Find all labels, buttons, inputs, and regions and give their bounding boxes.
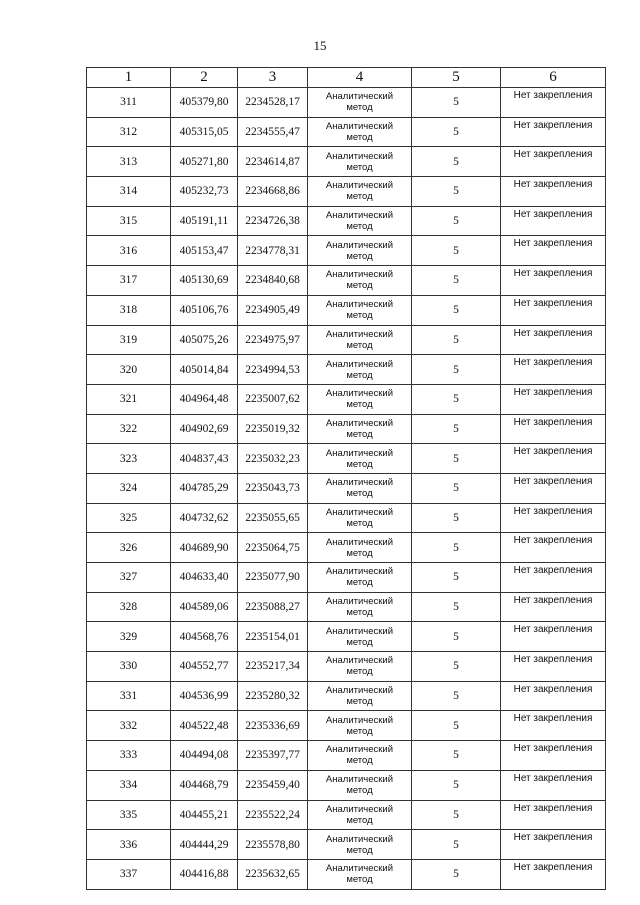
fixing-cell: Нет закрепления	[501, 711, 606, 741]
table-row	[87, 147, 606, 177]
fixing-cell: Нет закрепления	[501, 533, 606, 563]
method-line-2: метод	[346, 161, 373, 173]
method-line-1: Аналитический	[325, 417, 394, 429]
method-cell	[308, 800, 412, 830]
method-line-1: Аналитический	[325, 803, 394, 815]
fixing-cell: Нет закрепления	[501, 384, 606, 414]
accuracy-cell: 5	[412, 830, 501, 860]
x-coordinate-cell: 404689,90	[171, 533, 238, 563]
y-coordinate-cell: 2235055,65	[238, 503, 308, 533]
x-coordinate-cell: 404494,08	[171, 741, 238, 771]
method-line-1: Аналитический	[325, 180, 394, 192]
point-number-cell: 318	[87, 295, 171, 325]
accuracy-cell: 5	[412, 295, 501, 325]
fixing-cell: Нет закрепления	[501, 859, 606, 889]
table-row	[87, 473, 606, 503]
y-coordinate-cell: 2235032,23	[238, 444, 308, 474]
table-row	[87, 355, 606, 385]
y-coordinate-cell: 2235077,90	[238, 563, 308, 593]
y-coordinate-cell: 2234614,87	[238, 147, 308, 177]
method-cell	[308, 295, 412, 325]
table-row	[87, 741, 606, 771]
accuracy-cell: 5	[412, 770, 501, 800]
y-coordinate-cell: 2235154,01	[238, 622, 308, 652]
y-coordinate-cell: 2235088,27	[238, 592, 308, 622]
y-coordinate-cell: 2235217,34	[238, 652, 308, 682]
accuracy-cell: 5	[412, 444, 501, 474]
point-number-cell: 334	[87, 770, 171, 800]
y-coordinate-cell: 2235397,77	[238, 741, 308, 771]
point-number-cell: 326	[87, 533, 171, 563]
y-coordinate-cell: 2234905,49	[238, 295, 308, 325]
fixing-cell: Нет закрепления	[501, 355, 606, 385]
y-coordinate-cell: 2235578,80	[238, 830, 308, 860]
fixing-cell: Нет закрепления	[501, 295, 606, 325]
x-coordinate-cell: 405014,84	[171, 355, 238, 385]
table-row	[87, 206, 606, 236]
table-row	[87, 325, 606, 355]
accuracy-cell: 5	[412, 533, 501, 563]
table-row	[87, 88, 606, 118]
method-cell	[308, 266, 412, 296]
table-row	[87, 295, 606, 325]
fixing-cell: Нет закрепления	[501, 414, 606, 444]
table-row	[87, 266, 606, 296]
method-line-1: Аналитический	[325, 536, 394, 548]
method-line-2: метод	[346, 132, 373, 144]
point-number-cell: 330	[87, 652, 171, 682]
y-coordinate-cell: 2234668,86	[238, 177, 308, 207]
x-coordinate-cell: 404536,99	[171, 681, 238, 711]
method-cell	[308, 206, 412, 236]
fixing-cell: Нет закрепления	[501, 473, 606, 503]
method-cell	[308, 622, 412, 652]
fixing-cell: Нет закрепления	[501, 830, 606, 860]
x-coordinate-cell: 404633,40	[171, 563, 238, 593]
method-cell	[308, 473, 412, 503]
table-row	[87, 117, 606, 147]
method-cell	[308, 236, 412, 266]
point-number-cell: 337	[87, 859, 171, 889]
method-line-2: метод	[346, 785, 373, 797]
point-number-cell: 317	[87, 266, 171, 296]
x-coordinate-cell: 404444,29	[171, 830, 238, 860]
method-cell	[308, 830, 412, 860]
fixing-cell: Нет закрепления	[501, 563, 606, 593]
x-coordinate-cell: 404522,48	[171, 711, 238, 741]
table-row	[87, 800, 606, 830]
accuracy-cell: 5	[412, 117, 501, 147]
method-line-2: метод	[346, 844, 373, 856]
method-cell	[308, 770, 412, 800]
method-line-1: Аналитический	[325, 150, 394, 162]
point-number-cell: 312	[87, 117, 171, 147]
accuracy-cell: 5	[412, 177, 501, 207]
x-coordinate-cell: 405153,47	[171, 236, 238, 266]
fixing-cell: Нет закрепления	[501, 206, 606, 236]
accuracy-cell: 5	[412, 206, 501, 236]
accuracy-cell: 5	[412, 503, 501, 533]
method-line-2: метод	[346, 755, 373, 767]
method-cell	[308, 533, 412, 563]
table-row	[87, 652, 606, 682]
method-cell	[308, 355, 412, 385]
method-cell	[308, 503, 412, 533]
accuracy-cell: 5	[412, 592, 501, 622]
y-coordinate-cell: 2234994,53	[238, 355, 308, 385]
accuracy-cell: 5	[412, 414, 501, 444]
fixing-cell: Нет закрепления	[501, 770, 606, 800]
method-cell	[308, 711, 412, 741]
method-line-2: метод	[346, 725, 373, 737]
method-line-2: метод	[346, 339, 373, 351]
accuracy-cell: 5	[412, 384, 501, 414]
method-line-2: метод	[346, 102, 373, 114]
x-coordinate-cell: 405191,11	[171, 206, 238, 236]
method-line-1: Аналитический	[325, 239, 394, 251]
x-coordinate-cell: 405130,69	[171, 266, 238, 296]
x-coordinate-cell: 404455,21	[171, 800, 238, 830]
fixing-cell: Нет закрепления	[501, 266, 606, 296]
table-row	[87, 592, 606, 622]
point-number-cell: 336	[87, 830, 171, 860]
method-line-2: метод	[346, 517, 373, 529]
table-row	[87, 533, 606, 563]
point-number-cell: 325	[87, 503, 171, 533]
method-line-2: метод	[346, 636, 373, 648]
fixing-cell: Нет закрепления	[501, 800, 606, 830]
point-number-cell: 328	[87, 592, 171, 622]
coordinates-table	[86, 67, 606, 890]
accuracy-cell: 5	[412, 711, 501, 741]
method-line-2: метод	[346, 458, 373, 470]
y-coordinate-cell: 2235336,69	[238, 711, 308, 741]
fixing-cell: Нет закрепления	[501, 147, 606, 177]
y-coordinate-cell: 2234840,68	[238, 266, 308, 296]
table-row	[87, 563, 606, 593]
accuracy-cell: 5	[412, 800, 501, 830]
y-coordinate-cell: 2235459,40	[238, 770, 308, 800]
x-coordinate-cell: 404416,88	[171, 859, 238, 889]
point-number-cell: 314	[87, 177, 171, 207]
method-line-1: Аналитический	[325, 210, 394, 222]
x-coordinate-cell: 405106,76	[171, 295, 238, 325]
x-coordinate-cell: 405315,05	[171, 117, 238, 147]
fixing-cell: Нет закрепления	[501, 177, 606, 207]
point-number-cell: 322	[87, 414, 171, 444]
method-line-1: Аналитический	[325, 714, 394, 726]
method-cell	[308, 741, 412, 771]
x-coordinate-cell: 404964,48	[171, 384, 238, 414]
x-coordinate-cell: 405232,73	[171, 177, 238, 207]
y-coordinate-cell: 2234528,17	[238, 88, 308, 118]
method-line-1: Аналитический	[325, 328, 394, 340]
accuracy-cell: 5	[412, 147, 501, 177]
method-line-1: Аналитический	[325, 685, 394, 697]
method-cell	[308, 681, 412, 711]
method-cell	[308, 384, 412, 414]
accuracy-cell: 5	[412, 325, 501, 355]
table-row	[87, 770, 606, 800]
y-coordinate-cell: 2234975,97	[238, 325, 308, 355]
method-cell	[308, 147, 412, 177]
accuracy-cell: 5	[412, 652, 501, 682]
method-line-1: Аналитический	[325, 655, 394, 667]
method-cell	[308, 325, 412, 355]
table-row	[87, 622, 606, 652]
method-line-1: Аналитический	[325, 506, 394, 518]
y-coordinate-cell: 2235007,62	[238, 384, 308, 414]
method-line-1: Аналитический	[325, 566, 394, 578]
x-coordinate-cell: 404568,76	[171, 622, 238, 652]
accuracy-cell: 5	[412, 88, 501, 118]
method-cell	[308, 859, 412, 889]
column-header: 2	[171, 68, 238, 88]
method-cell	[308, 563, 412, 593]
point-number-cell: 311	[87, 88, 171, 118]
y-coordinate-cell: 2234726,38	[238, 206, 308, 236]
accuracy-cell: 5	[412, 266, 501, 296]
table-row	[87, 444, 606, 474]
fixing-cell: Нет закрепления	[501, 622, 606, 652]
method-line-2: метод	[346, 250, 373, 262]
y-coordinate-cell: 2234555,47	[238, 117, 308, 147]
accuracy-cell: 5	[412, 859, 501, 889]
method-cell	[308, 177, 412, 207]
method-line-1: Аналитический	[325, 833, 394, 845]
page-number: 15	[313, 38, 327, 53]
fixing-cell: Нет закрепления	[501, 117, 606, 147]
x-coordinate-cell: 405271,80	[171, 147, 238, 177]
column-header: 5	[412, 68, 501, 88]
point-number-cell: 327	[87, 563, 171, 593]
accuracy-cell: 5	[412, 236, 501, 266]
method-line-2: метод	[346, 874, 373, 886]
x-coordinate-cell: 405075,26	[171, 325, 238, 355]
method-cell	[308, 88, 412, 118]
point-number-cell: 324	[87, 473, 171, 503]
x-coordinate-cell: 404468,79	[171, 770, 238, 800]
accuracy-cell: 5	[412, 741, 501, 771]
method-line-2: метод	[346, 428, 373, 440]
y-coordinate-cell: 2235522,24	[238, 800, 308, 830]
table-row	[87, 830, 606, 860]
y-coordinate-cell: 2235064,75	[238, 533, 308, 563]
point-number-cell: 320	[87, 355, 171, 385]
x-coordinate-cell: 404837,43	[171, 444, 238, 474]
point-number-cell: 329	[87, 622, 171, 652]
accuracy-cell: 5	[412, 473, 501, 503]
table-row	[87, 236, 606, 266]
method-line-1: Аналитический	[325, 121, 394, 133]
method-line-1: Аналитический	[325, 477, 394, 489]
x-coordinate-cell: 405379,80	[171, 88, 238, 118]
table-row	[87, 384, 606, 414]
method-line-1: Аналитический	[325, 774, 394, 786]
table-body	[87, 88, 606, 890]
method-line-2: метод	[346, 547, 373, 559]
method-line-2: метод	[346, 221, 373, 233]
y-coordinate-cell: 2235019,32	[238, 414, 308, 444]
y-coordinate-cell: 2235043,73	[238, 473, 308, 503]
method-line-1: Аналитический	[325, 269, 394, 281]
method-cell	[308, 444, 412, 474]
method-line-2: метод	[346, 696, 373, 708]
fixing-cell: Нет закрепления	[501, 325, 606, 355]
column-header: 6	[501, 68, 606, 88]
method-line-2: метод	[346, 310, 373, 322]
x-coordinate-cell: 404732,62	[171, 503, 238, 533]
accuracy-cell: 5	[412, 681, 501, 711]
point-number-cell: 332	[87, 711, 171, 741]
column-header: 3	[238, 68, 308, 88]
accuracy-cell: 5	[412, 355, 501, 385]
method-line-1: Аналитический	[325, 863, 394, 875]
method-line-1: Аналитический	[325, 358, 394, 370]
table-row	[87, 177, 606, 207]
point-number-cell: 316	[87, 236, 171, 266]
y-coordinate-cell: 2235632,65	[238, 859, 308, 889]
fixing-cell: Нет закрепления	[501, 88, 606, 118]
y-coordinate-cell: 2234778,31	[238, 236, 308, 266]
fixing-cell: Нет закрепления	[501, 652, 606, 682]
fixing-cell: Нет закрепления	[501, 681, 606, 711]
method-cell	[308, 592, 412, 622]
method-line-1: Аналитический	[325, 447, 394, 459]
accuracy-cell: 5	[412, 622, 501, 652]
x-coordinate-cell: 404785,29	[171, 473, 238, 503]
method-cell	[308, 652, 412, 682]
table-row	[87, 859, 606, 889]
method-line-2: метод	[346, 577, 373, 589]
point-number-cell: 331	[87, 681, 171, 711]
point-number-cell: 335	[87, 800, 171, 830]
method-line-1: Аналитический	[325, 596, 394, 608]
x-coordinate-cell: 404902,69	[171, 414, 238, 444]
method-line-1: Аналитический	[325, 91, 394, 103]
table-row	[87, 681, 606, 711]
point-number-cell: 313	[87, 147, 171, 177]
x-coordinate-cell: 404589,06	[171, 592, 238, 622]
method-line-2: метод	[346, 191, 373, 203]
column-header: 4	[308, 68, 412, 88]
method-line-2: метод	[346, 399, 373, 411]
table-row	[87, 711, 606, 741]
fixing-cell: Нет закрепления	[501, 503, 606, 533]
point-number-cell: 315	[87, 206, 171, 236]
fixing-cell: Нет закрепления	[501, 444, 606, 474]
y-coordinate-cell: 2235280,32	[238, 681, 308, 711]
point-number-cell: 319	[87, 325, 171, 355]
column-header: 1	[87, 68, 171, 88]
fixing-cell: Нет закрепления	[501, 741, 606, 771]
method-line-1: Аналитический	[325, 299, 394, 311]
table-row	[87, 503, 606, 533]
method-cell	[308, 414, 412, 444]
method-cell	[308, 117, 412, 147]
fixing-cell: Нет закрепления	[501, 236, 606, 266]
method-line-2: метод	[346, 666, 373, 678]
accuracy-cell: 5	[412, 563, 501, 593]
method-line-1: Аналитический	[325, 744, 394, 756]
point-number-cell: 323	[87, 444, 171, 474]
fixing-cell: Нет закрепления	[501, 592, 606, 622]
method-line-2: метод	[346, 488, 373, 500]
point-number-cell: 333	[87, 741, 171, 771]
table-row	[87, 414, 606, 444]
table-header-row	[87, 68, 606, 88]
point-number-cell: 321	[87, 384, 171, 414]
method-line-2: метод	[346, 607, 373, 619]
method-line-1: Аналитический	[325, 625, 394, 637]
method-line-2: метод	[346, 814, 373, 826]
method-line-2: метод	[346, 369, 373, 381]
method-line-1: Аналитический	[325, 388, 394, 400]
x-coordinate-cell: 404552,77	[171, 652, 238, 682]
method-line-2: метод	[346, 280, 373, 292]
